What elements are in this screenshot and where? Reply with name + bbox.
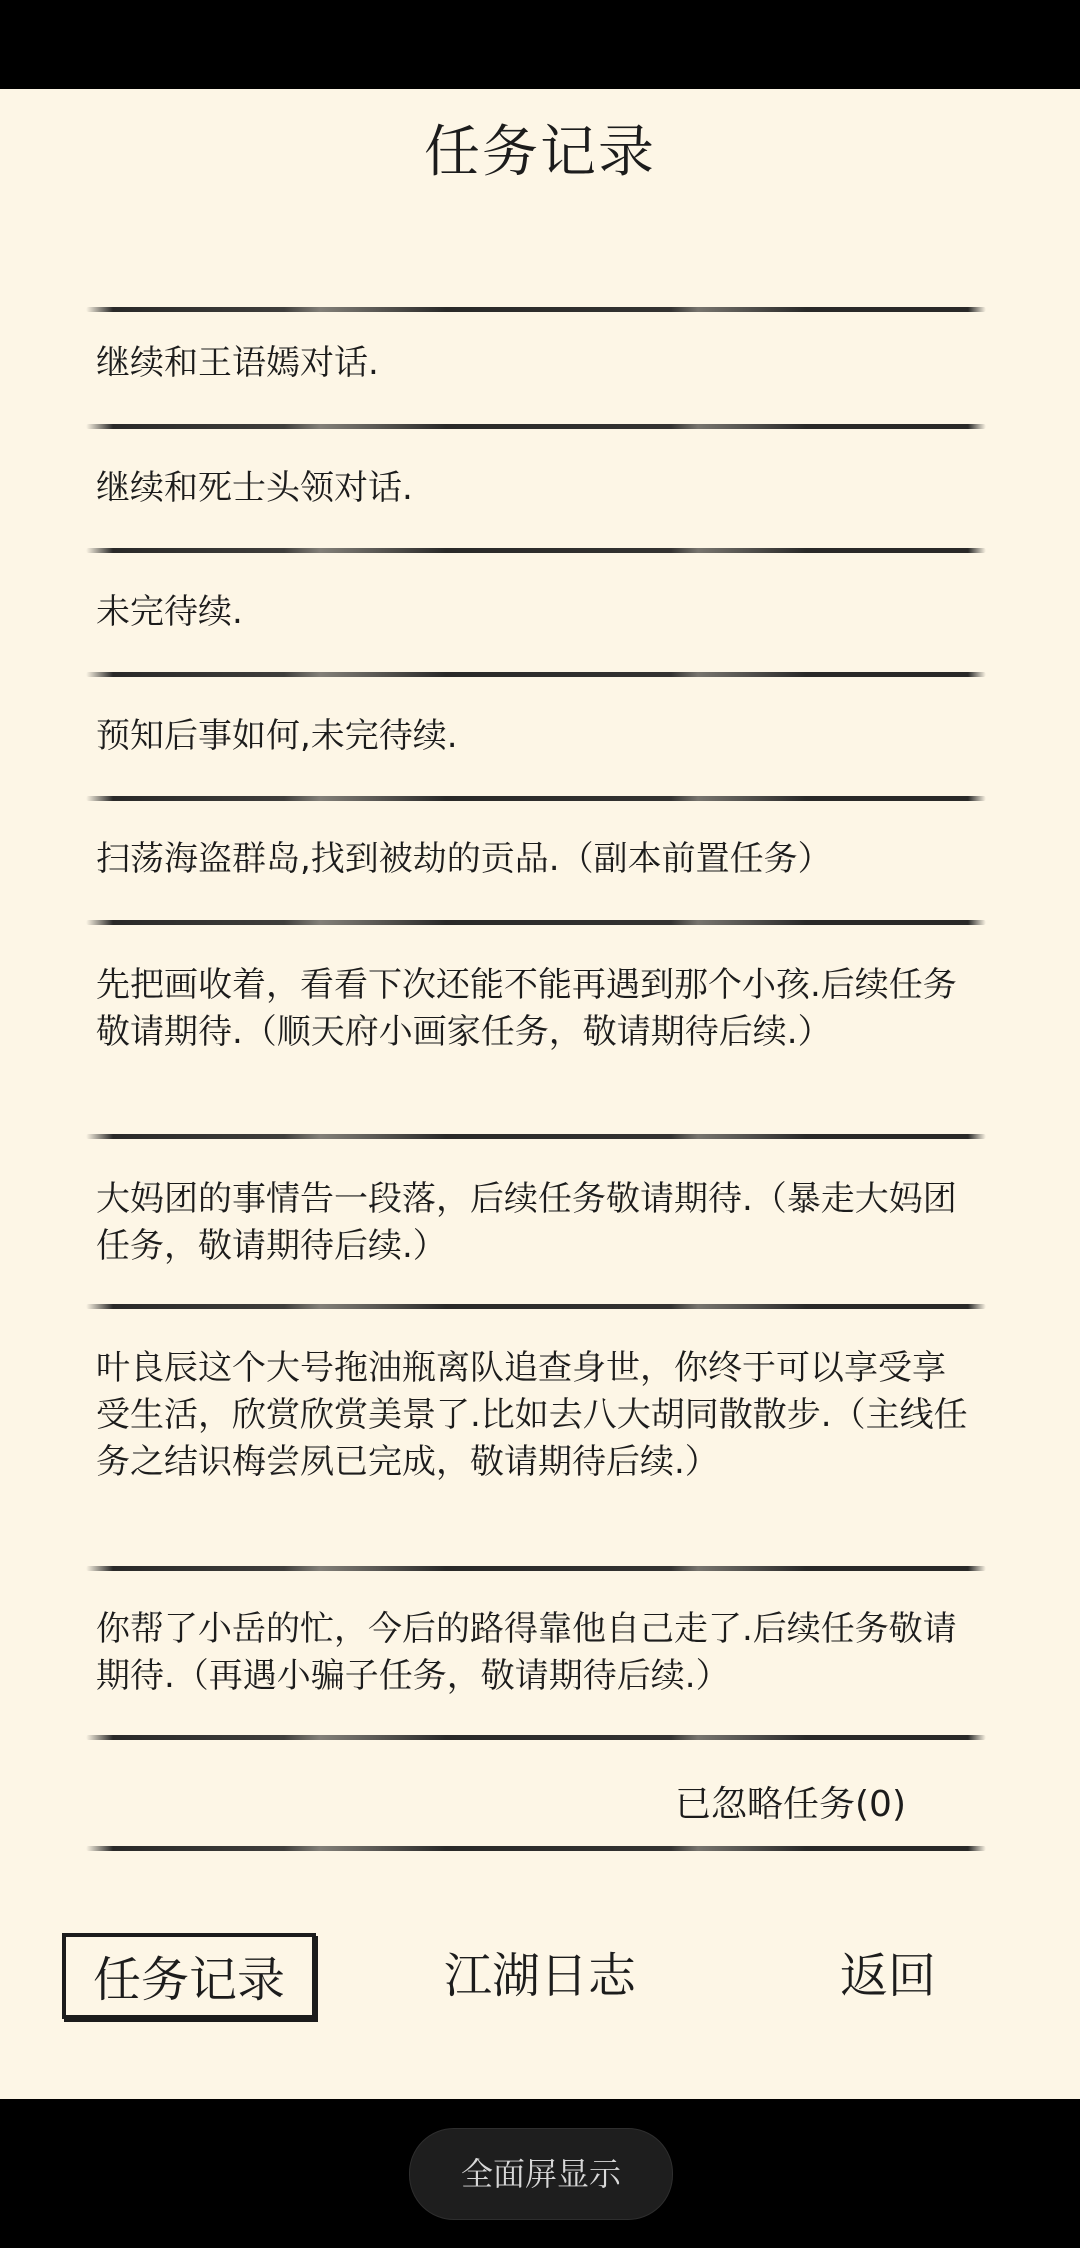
quest-panel xyxy=(0,89,1080,2099)
quest-item[interactable]: 继续和王语嫣对话. xyxy=(96,343,379,383)
quest-item[interactable]: 扫荡海盗群岛,找到被劫的贡品.（副本前置任务） xyxy=(96,839,832,879)
divider xyxy=(86,1566,986,1571)
divider xyxy=(86,672,986,677)
quest-item[interactable]: 大妈团的事情告一段落，后续任务敬请期待.（暴走大妈团任务，敬请期待后续.） xyxy=(96,1179,957,1266)
divider xyxy=(86,424,986,429)
ignored-tasks-link[interactable]: 已忽略任务(0) xyxy=(675,1784,906,1825)
fullscreen-display-button[interactable]: 全面屏显示 xyxy=(409,2128,673,2220)
divider xyxy=(86,307,986,312)
divider xyxy=(86,1304,986,1309)
quest-item[interactable]: 预知后事如何,未完待续. xyxy=(96,716,458,756)
tab-jianghu-log[interactable]: 江湖日志 xyxy=(443,1948,636,2004)
divider xyxy=(86,1735,986,1740)
divider xyxy=(86,548,986,553)
divider xyxy=(86,1846,986,1851)
divider xyxy=(86,920,986,925)
quest-item[interactable]: 未完待续. xyxy=(96,592,243,632)
quest-item[interactable]: 叶良辰这个大号拖油瓶离队追查身世，你终于可以享受享受生活，欣赏欣赏美景了.比如去八大胡同散散步.（主线任务之结识梅尝夙已完成，敬请期待后续.） xyxy=(96,1348,968,1482)
back-button[interactable]: 返回 xyxy=(839,1948,936,2004)
divider xyxy=(86,796,986,801)
quest-item[interactable]: 先把画收着，看看下次还能不能再遇到那个小孩.后续任务敬请期待.（顺天府小画家任务，敬请期待后续.） xyxy=(96,965,957,1052)
tab-quest-log[interactable]: 任务记录 xyxy=(62,1933,316,2019)
page-title: 任务记录 xyxy=(424,120,656,185)
quest-item[interactable]: 继续和死士头领对话. xyxy=(96,468,413,508)
quest-item[interactable]: 你帮了小岳的忙，今后的路得靠他自己走了.后续任务敬请期待.（再遇小骗子任务，敬请期待后续.） xyxy=(96,1609,957,1696)
divider xyxy=(86,1134,986,1139)
